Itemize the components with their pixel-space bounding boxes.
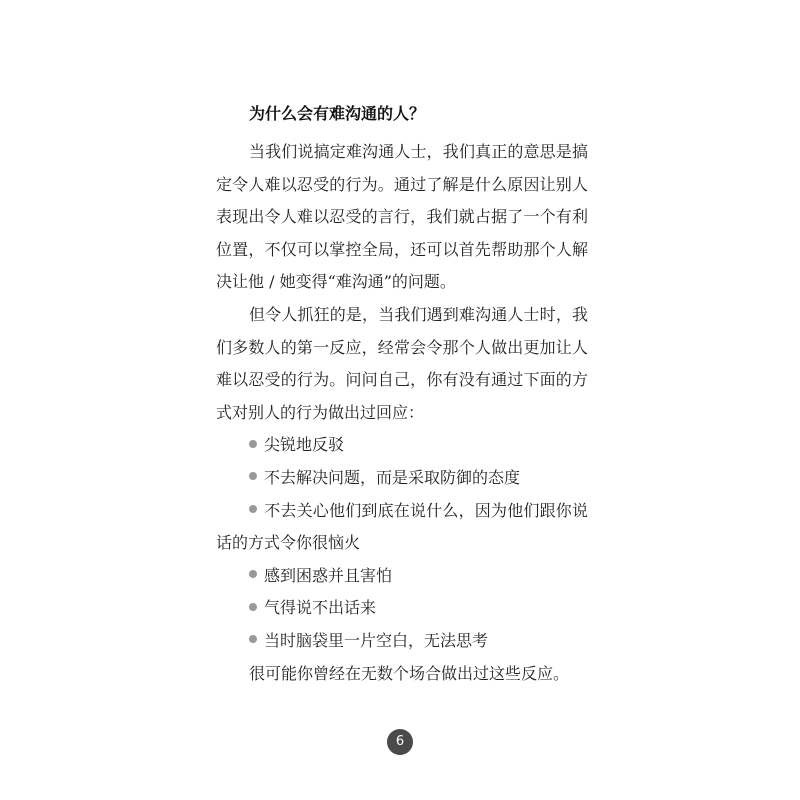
bullet-text: 不去解决问题，而是采取防御的态度 — [264, 467, 521, 487]
bullet-dot-icon — [249, 505, 257, 513]
bullet-text: 尖锐地反驳 — [264, 435, 345, 455]
bullet-item — [216, 462, 588, 495]
page-number-badge: 6 — [387, 729, 413, 755]
page-content — [216, 102, 588, 690]
bullet-item — [216, 560, 588, 593]
section-heading: 为什么会有难沟通的人？ — [249, 104, 426, 123]
bullet-dot-icon — [249, 603, 257, 611]
bullet-item — [216, 625, 588, 658]
paragraph-3: 很可能你曾经在无数个场合做出过这些反应。 — [249, 663, 570, 683]
bullet-item — [216, 429, 588, 462]
bullet-dot-icon — [249, 440, 257, 448]
bullet-dot-icon — [249, 472, 257, 480]
bullet-text: 感到困惑并且害怕 — [264, 565, 393, 585]
bullet-item — [216, 592, 588, 625]
bullet-text: 气得说不出话来 — [264, 598, 377, 618]
bullet-list — [216, 429, 588, 657]
bullet-dot-icon — [249, 635, 257, 643]
bullet-text: 当时脑袋里一片空白，无法思考 — [264, 630, 489, 650]
bullet-item — [216, 495, 588, 560]
bullet-dot-icon — [249, 570, 257, 578]
paragraph-2: 但令人抓狂的是，当我们遇到难沟通人士时，我们多数人的第一反应，经常会令那个人做出更加让人难以忍受的行为。问问自己，你有没有通过下面的方式对别人的行为做出过回应： — [216, 304, 588, 422]
bullet-text: 不去关心他们到底在说什么，因为他们跟你说话的方式令你很恼火 — [216, 500, 588, 553]
paragraph-1: 当我们说搞定难沟通人士，我们真正的意思是搞定令人难以忍受的行为。通过了解是什么原因让别人表现出令人难以忍受的言行，我们就占据了一个有利位置，不仅可以掌控全局，还可以首先帮助那个人解决让他 / 她变得“难沟通”的问题。 — [216, 142, 588, 292]
